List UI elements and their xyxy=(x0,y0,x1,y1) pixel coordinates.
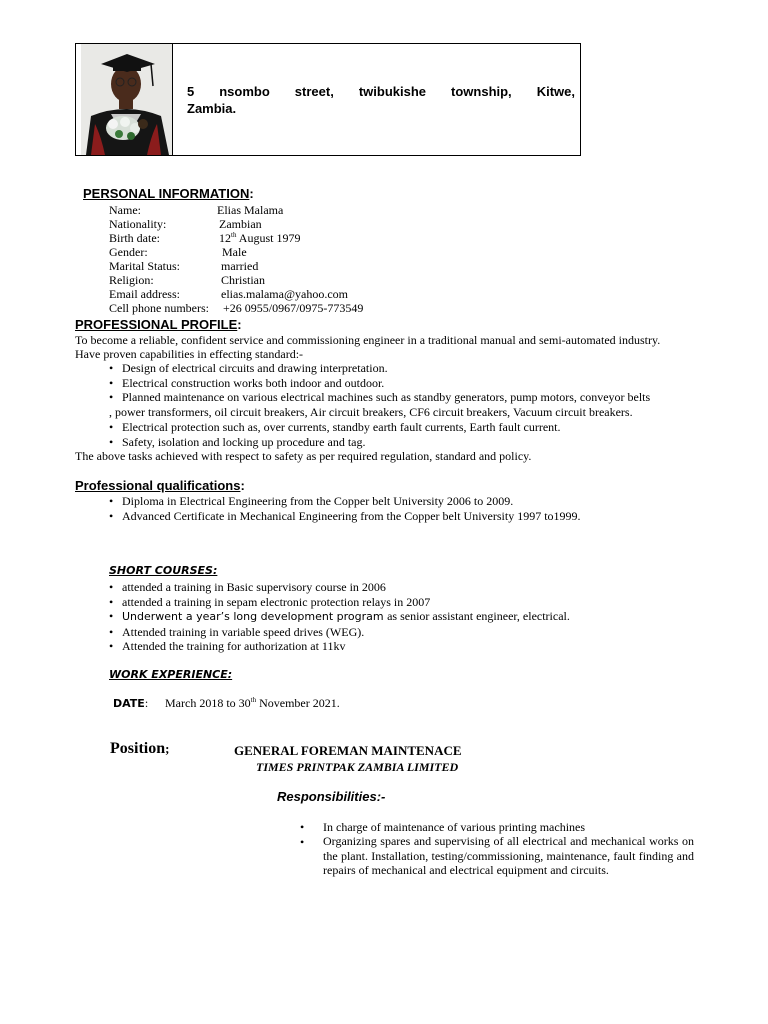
profile-closing: The above tasks achieved with respect to safety as per required regulation, standard and policy. xyxy=(75,449,532,463)
list-item-text: Attended training in variable speed drives (WEG). xyxy=(122,624,365,639)
field-value-gender: Male xyxy=(222,245,247,259)
address-word: street, xyxy=(294,84,334,99)
address-line-1 xyxy=(187,83,575,100)
bullet-icon: • xyxy=(300,835,305,849)
field-label: Email address: xyxy=(109,287,180,301)
list-item xyxy=(109,580,570,595)
heading-colon: : xyxy=(240,478,245,493)
bullet-icon: • xyxy=(109,361,114,375)
bullet-icon: • xyxy=(300,820,305,834)
list-item xyxy=(109,390,650,405)
responsibilities-heading: Responsibilities:- xyxy=(277,789,386,804)
date-start: March 2018 to 30 xyxy=(165,696,251,710)
bullet-icon: • xyxy=(109,609,114,623)
short-courses-heading: SHORT COURSES: xyxy=(109,564,218,577)
list-item xyxy=(109,639,570,654)
responsibility-2: Organizing spares and supervising of all electrical and mechanical works on the plant. Installation, testing/commissioning, maintenance, fault finding and repairs of mechanical and electrical equipment and circuits. xyxy=(323,834,694,877)
list-item-text: Advanced Certificate in Mechanical Engineering from the Copper belt University 1997 to1999. xyxy=(122,508,581,523)
field-value-birth-date xyxy=(219,231,300,246)
company-name: TIMES PRINTPAK ZAMBIA LIMITED xyxy=(256,760,459,774)
position-label xyxy=(110,740,169,758)
qualifications-list xyxy=(109,494,581,523)
profile-list-2 xyxy=(109,420,561,449)
bullet-icon: • xyxy=(109,390,114,404)
list-item-text: Electrical protection such as, over currents, standby earth fault currents, Earth fault current. xyxy=(122,420,561,434)
list-item xyxy=(109,376,650,391)
address-word: twibukishe xyxy=(358,84,427,99)
personal-info-title: PERSONAL INFORMATION xyxy=(83,186,250,201)
position-semicolon: ; xyxy=(165,741,170,756)
qualifications-title: Professional qualifications xyxy=(75,478,241,493)
responsibility-1: In charge of maintenance of various printing machines xyxy=(323,820,586,834)
position-label-text: Position xyxy=(110,740,166,757)
field-value-nationality: Zambian xyxy=(219,217,262,231)
bullet-icon: • xyxy=(109,420,114,434)
list-item-text: Safety, isolation and locking up procedure and tag. xyxy=(122,434,366,449)
position-title: GENERAL FOREMAN MAINTENACE xyxy=(234,743,462,758)
list-item xyxy=(109,609,570,625)
field-value-email: elias.malama@yahoo.com xyxy=(221,287,349,301)
field-label: Nationality: xyxy=(109,217,167,231)
address-word: Kitwe, xyxy=(536,84,575,99)
list-item xyxy=(109,509,581,524)
list-item xyxy=(109,494,581,509)
address-word: nsombo xyxy=(219,84,270,99)
bullet-icon: • xyxy=(109,494,114,508)
field-label: Cell phone numbers: xyxy=(109,301,209,315)
list-item-text: Attended the training for authorization at 11kv xyxy=(122,639,346,653)
field-value-religion: Christian xyxy=(221,273,265,287)
bullet-icon: • xyxy=(109,508,114,523)
list-item-text: Diploma in Electrical Engineering from the Copper belt University 2006 to 2009. xyxy=(122,494,514,508)
list-item xyxy=(109,435,561,450)
bullet-icon: • xyxy=(109,580,114,594)
work-experience-heading: WORK EXPERIENCE: xyxy=(109,668,233,681)
address-line-2: Zambia. xyxy=(187,101,237,116)
professional-profile-title: PROFESSIONAL PROFILE xyxy=(75,317,238,332)
field-label: Religion: xyxy=(109,273,154,287)
birth-month-year: August 1979 xyxy=(236,231,301,245)
list-item-text: attended a training in Basic supervisory course in 2006 xyxy=(122,580,386,594)
date-range xyxy=(165,696,340,710)
field-label: Gender: xyxy=(109,245,148,259)
field-label: Birth date: xyxy=(109,231,160,245)
qualifications-heading xyxy=(75,477,245,495)
bullet-icon: • xyxy=(109,594,114,609)
address xyxy=(187,83,575,117)
list-item-text: Design of electrical circuits and drawing interpretation. xyxy=(122,361,388,375)
date-label-text: DATE xyxy=(113,697,145,710)
list-item-text: as senior assistant engineer, electrical. xyxy=(387,609,570,623)
field-value-marital-status: married xyxy=(221,259,259,273)
field-value-name: Elias Malama xyxy=(217,203,284,217)
profile-intro-2: Have proven capabilities in effecting standard:- xyxy=(75,347,304,361)
field-value-phone: +26 0955/0967/0975-773549 xyxy=(223,301,364,315)
list-item-text: Electrical construction works both indoor and outdoor. xyxy=(122,375,385,390)
address-word: township, xyxy=(451,84,512,99)
bullet-icon: • xyxy=(109,375,114,390)
date-colon: : xyxy=(144,696,149,710)
list-item xyxy=(109,420,561,435)
list-item xyxy=(109,595,570,610)
professional-profile-heading xyxy=(75,316,242,334)
bullet-icon: • xyxy=(109,434,114,449)
graduate-portrait-image xyxy=(81,44,172,155)
date-suffix: th xyxy=(250,696,257,704)
field-label: Marital Status: xyxy=(109,259,180,273)
date-end: November 2021. xyxy=(256,696,340,710)
birth-day: 12 xyxy=(219,231,231,245)
personal-info-heading xyxy=(83,185,254,203)
heading-colon: : xyxy=(249,186,254,201)
list-item-continuation: , power transformers, oil circuit breakers, Air circuit breakers, CF6 circuit breakers, Vacuum circuit breakers. xyxy=(109,405,633,419)
short-courses-list xyxy=(109,580,570,654)
profile-photo xyxy=(81,44,173,155)
list-item-text: Planned maintenance on various electrical machines such as standby generators, pump motors, conveyor belts xyxy=(122,390,651,404)
address-word: 5 xyxy=(187,84,195,99)
date-label xyxy=(113,696,148,711)
profile-list xyxy=(109,361,650,405)
list-item-text: attended a training in sepam electronic protection relays in 2007 xyxy=(122,594,431,609)
profile-intro-1: To become a reliable, confident service and commissioning engineer in a traditional manual and semi-automated industry. xyxy=(75,333,661,347)
list-item xyxy=(109,625,570,640)
list-item-text: Underwent a year’s long development program xyxy=(122,610,388,623)
list-item xyxy=(109,361,650,376)
bullet-icon: • xyxy=(109,624,114,639)
birth-day-suffix: th xyxy=(231,231,237,239)
bullet-icon: • xyxy=(109,639,114,653)
heading-colon: : xyxy=(237,317,242,332)
field-label: Name: xyxy=(109,203,141,217)
